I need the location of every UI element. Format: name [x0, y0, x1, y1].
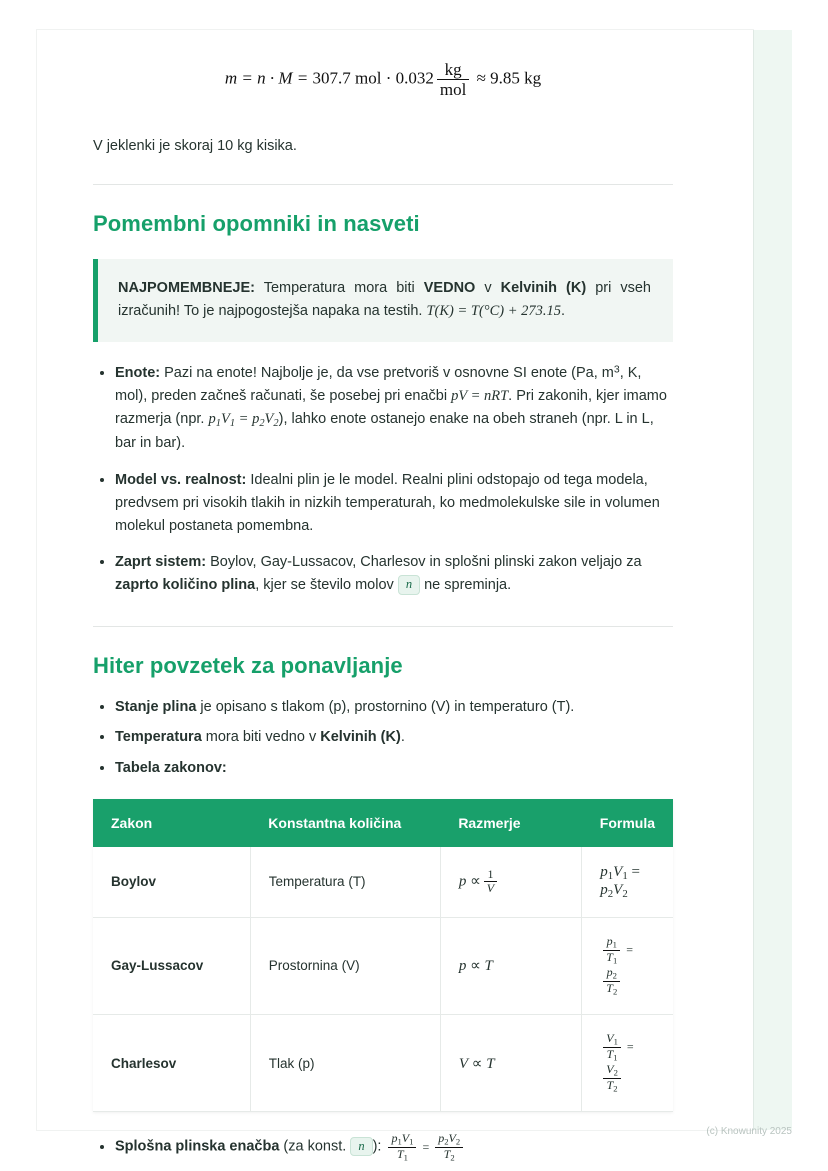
table-head — [93, 799, 673, 847]
intro-paragraph: V jeklenki je skoraj 10 kg kisika. — [93, 138, 297, 155]
gas-laws-table — [93, 799, 673, 1113]
tip-1-text-b: , K, mol), preden začneš računati, še posebej pri enačbi — [115, 364, 642, 404]
summary-2-lead: Temperatura — [115, 729, 202, 746]
callout-lead: NAJPOMEMBNEJE: — [118, 279, 255, 296]
table-body — [93, 847, 673, 1112]
formula-mass-dot: · — [385, 68, 392, 88]
callout-text-2: v — [475, 279, 501, 296]
formula-mass-n: 307.7 mol — [312, 68, 382, 88]
row-1-ratio-lhs: p — [458, 872, 467, 889]
row-1-constant: Temperatura (T) — [250, 847, 440, 918]
tip-1-text-a: Pazi na enote! Najbolje je, da vse pretvoriš v osnovne SI enote (Pa, m — [160, 364, 614, 381]
formula-mass-lhs: m = n · M = — [224, 68, 309, 88]
row-1-law: Boylov — [93, 847, 250, 918]
divider-1 — [93, 184, 673, 185]
list-item — [115, 695, 673, 720]
variable-chip-n-2: n — [350, 1137, 372, 1157]
row-2-frac-right — [603, 966, 620, 997]
callout-text-3: pri vseh izračunih! To je najpogostejša napaka na testih. — [118, 279, 651, 320]
row-3-ratio-op: ∝ — [471, 1055, 483, 1072]
callout-text-1: Temperatura mora biti — [254, 279, 424, 296]
final-frac-right — [435, 1132, 463, 1163]
row-3-den-1: $T_1$ — [603, 1047, 621, 1063]
callout-bold-1: VEDNO — [423, 279, 476, 296]
summary-1-lead: Stanje plina — [115, 698, 197, 715]
tip-3-text-a: Boylov, Gay-Lussacov, Charlesov in splošni plinski zakon veljajo za — [206, 554, 642, 571]
final-bullet-list — [93, 1132, 673, 1163]
row-2-ratio-lhs: p — [458, 958, 467, 975]
section-title-summary: Hiter povzetek za ponavljanje — [93, 652, 403, 678]
final-num-2: $p_2V_2$ — [438, 1131, 461, 1147]
row-2-law: Gay-Lussacov — [93, 917, 250, 1014]
tip-3-lead: Zaprt sistem: — [115, 554, 207, 571]
row-2-num-2: $p_2$ — [606, 964, 617, 981]
row-3-num-2: $V_2$ — [606, 1062, 618, 1078]
table-header-ratio: Razmerje — [440, 799, 581, 847]
row-3-formula: $\frac{V_1}{T_1}$ = $\frac{V_2}{T_2}$ — [582, 1014, 673, 1111]
callout-bold-2: Kelvinih (K) — [500, 279, 587, 296]
list-item — [115, 362, 673, 456]
row-3-frac-right — [603, 1063, 621, 1094]
list-item — [115, 551, 673, 597]
row-1-ratio-fraction — [484, 868, 497, 896]
summary-2-tail: . — [400, 729, 405, 746]
tip-1-math-2: $p_1V_1 = p_2V_2$ — [208, 410, 279, 429]
variable-chip-n: n — [398, 575, 420, 595]
tip-1-text-d: ), lahko enote ostanejo enake na obeh straneh (npr. L in L, bar in bar). — [115, 410, 654, 452]
row-2-ratio-op: ∝ — [470, 958, 481, 975]
row-3-ratio-lhs: V — [458, 1055, 468, 1072]
row-2-ratio — [440, 917, 581, 1014]
formula-mass-unit-fraction — [437, 60, 469, 99]
tip-3-bold-1: zaprto količino plina — [115, 577, 256, 594]
row-2-formula: $\frac{p_1}{T_1}$ = $\frac{p_2}{T_2}$ — [582, 917, 673, 1014]
summary-list — [93, 695, 673, 781]
formula-mass-M: 0.032 — [395, 68, 434, 88]
page-side-strip — [753, 30, 792, 1130]
row-1-ratio — [440, 847, 581, 918]
table-header-formula: Formula — [582, 799, 673, 847]
row-3-ratio-rhs: T — [486, 1055, 495, 1072]
row-1-ratio-num: 1 — [487, 866, 494, 881]
summary-3-lead: Tabela zakonov: — [115, 759, 227, 776]
formula-mass-unit-den: mol — [437, 79, 469, 99]
tip-2-lead: Model vs. realnost: — [115, 471, 247, 488]
table-header-law: Zakon — [93, 799, 250, 847]
tip-1-math-1: pV = nRT — [451, 387, 509, 404]
summary-2-bold: Kelvinih (K) — [320, 729, 401, 746]
row-2-ratio-rhs: T — [484, 958, 493, 975]
row-2-frac-left — [603, 935, 620, 966]
final-den-1: $T_1$ — [388, 1147, 416, 1163]
section-title-tips: Pomembni opomniki in nasveti — [93, 210, 420, 236]
formula-mass — [93, 60, 673, 99]
row-1-formula: $p_1V_1 = p_2V_2$ — [582, 847, 673, 918]
formula-mass-unit-num: kg — [444, 60, 462, 79]
table-row — [93, 847, 673, 918]
final-frac-left — [388, 1132, 416, 1163]
row-3-den-2: $T_2$ — [603, 1078, 621, 1094]
summary-1-text: je opisano s tlakom (p), prostornino (V) in temperaturo (T). — [196, 698, 575, 715]
row-1-ratio-op: ∝ — [470, 872, 481, 889]
list-item — [115, 756, 673, 781]
table-row — [93, 917, 673, 1014]
tip-1-text-c: . Pri zakonih, kjer imamo razmerja (npr. — [115, 387, 667, 427]
document-content — [93, 30, 673, 1163]
list-item — [115, 725, 673, 750]
list-item — [115, 469, 673, 539]
list-item — [115, 1132, 673, 1163]
table-row — [93, 1014, 673, 1111]
row-3-ratio — [440, 1014, 581, 1111]
row-2-num-1: $p_1$ — [606, 933, 617, 949]
row-2-constant: Prostornina (V) — [250, 917, 440, 1014]
tip-3-text-c: ne spreminja. — [420, 577, 512, 594]
callout-important — [93, 259, 673, 342]
row-1-ratio-den: V — [484, 881, 497, 895]
table-header-row — [93, 799, 673, 847]
tip-3-text-b: , kjer se število molov — [255, 577, 398, 594]
tips-list — [93, 362, 673, 598]
table-header-constant: Konstantna količina — [250, 799, 440, 847]
formula-mass-result: ≈ 9.85 kg — [476, 68, 542, 88]
final-lead: Splošna plinska enačba — [115, 1138, 280, 1155]
summary-2-text: mora biti vedno v — [201, 729, 321, 746]
final-formula: $\frac{p_1V_1}{T_1}$ = $\frac{p_2V_2}{T_2}$ — [385, 1140, 466, 1154]
watermark: (c) Knowunity 2025 — [706, 1126, 792, 1137]
final-num-1: $p_1V_1$ — [391, 1131, 414, 1147]
row-2-den-1: $T_1$ — [603, 950, 620, 966]
callout-formula: T(K) = T(°C) + 273.15 — [426, 303, 561, 320]
row-3-num-1: $V_1$ — [606, 1030, 618, 1047]
final-den-2: $T_2$ — [435, 1147, 463, 1163]
row-3-law: Charlesov — [93, 1014, 250, 1111]
final-text-a: (za konst. — [279, 1138, 351, 1155]
tip-1-sup: 3 — [613, 363, 620, 375]
row-3-constant: Tlak (p) — [250, 1014, 440, 1111]
callout-text-4: . — [561, 303, 566, 320]
divider-2 — [93, 626, 673, 627]
final-text-b: ): — [372, 1138, 386, 1155]
row-3-frac-left — [603, 1032, 621, 1063]
tip-2-text: Idealni plin je le model. Realni plini odstopajo od tega modela, predvsem pri visokih tlakih in nizkih temperaturah, ko medmolekulske sile in volumen molekul postaneta pomembna. — [115, 471, 660, 535]
row-2-den-2: $T_2$ — [603, 981, 620, 997]
tip-1-lead: Enote: — [115, 364, 161, 381]
